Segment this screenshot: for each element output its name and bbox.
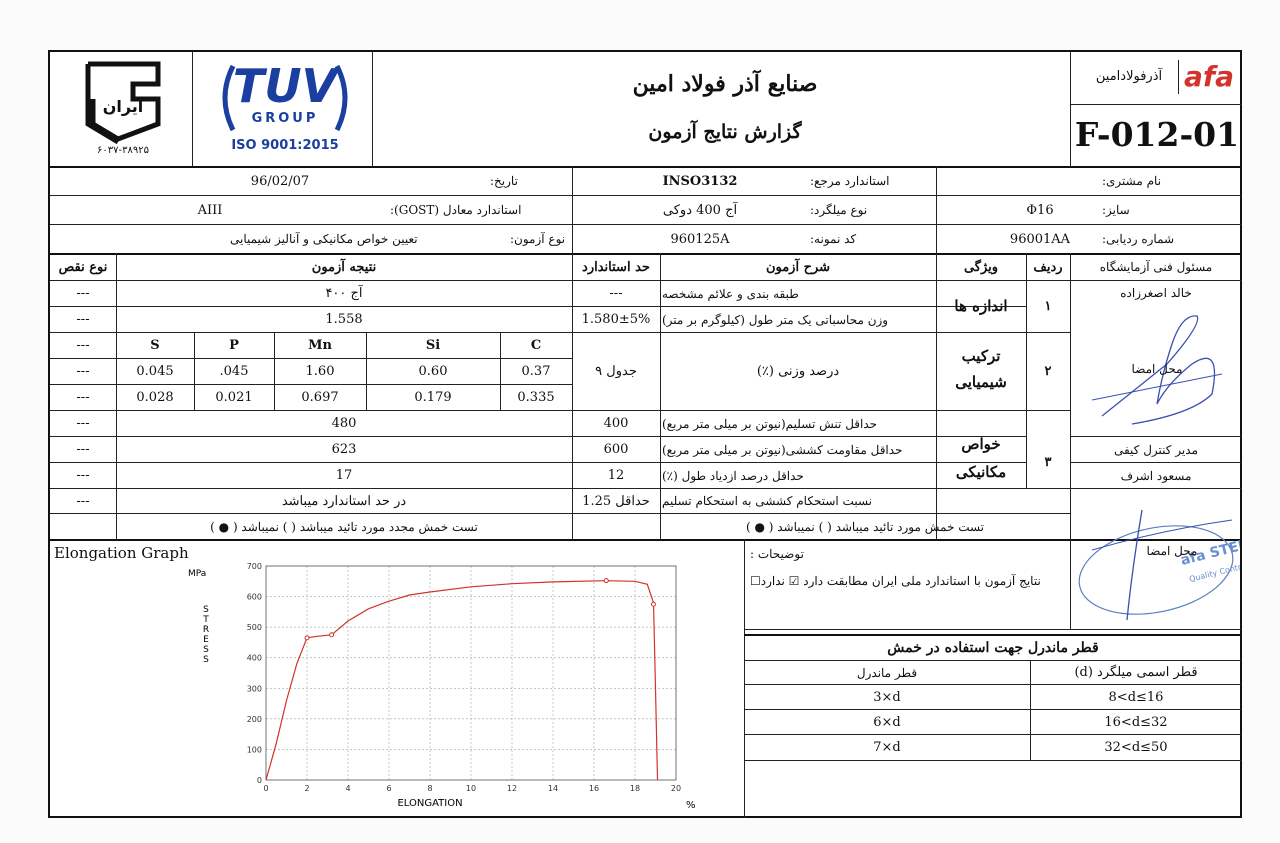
group-size-num: ۱	[1044, 298, 1052, 314]
group-chem-name: ترکیب شیمیایی	[955, 347, 1007, 391]
mech-row4-defect: ---	[76, 493, 90, 509]
data-point-3	[651, 602, 655, 606]
chem-element-si: Si	[425, 338, 441, 353]
chem-defect-3: ---	[76, 390, 90, 405]
mech-row2-defect: ---	[76, 442, 90, 457]
date-label: تاریخ:	[490, 174, 518, 188]
mech-row1-result: 480	[331, 416, 357, 431]
x-tick-label-4: 8	[427, 784, 433, 793]
chart-grid	[266, 566, 676, 780]
y-axis-label-char-3: E	[203, 635, 209, 645]
chem-defect-1: ---	[76, 338, 90, 353]
size-label: سایز:	[1102, 203, 1130, 217]
x-tick-label-9: 18	[629, 784, 641, 793]
qc-manager-title: مدیر کنترل کیفی	[1113, 442, 1199, 457]
size-row2-desc: وزن محاسباتی یک متر طول (کیلوگرم بر متر)	[662, 312, 889, 327]
size-row1-defect: ---	[76, 286, 90, 301]
form-code: F-012-01	[1074, 114, 1240, 154]
svg-text:Quality Control: Quality Control	[1188, 560, 1240, 584]
rebar-type-value: آج 400 دوکی	[662, 202, 738, 218]
svg-text:afa STEEL: afa STEEL	[1179, 534, 1240, 569]
sample-code-value: 960125A	[670, 231, 730, 247]
x-tick-label-7: 14	[547, 784, 559, 793]
chem-element-s: S	[150, 338, 160, 353]
y-tick-label-0: 0	[256, 776, 262, 785]
mech-row2-result: 623	[331, 442, 357, 457]
mech-row4-desc: نسبت استحکام کششی به استحکام تسلیم	[662, 494, 872, 508]
col-desc-header: شرح آزمون	[765, 259, 831, 275]
company-name: صنایع آذر فولاد امین	[632, 71, 818, 97]
standard-code: ۶۰۳۷-۳۸۹۲۵	[97, 144, 149, 156]
notes-text: نتایج آزمون با استاندارد ملی ایران مطابقت دارد ☑ ندارد☐	[750, 574, 1041, 588]
lab-manager-name: خالد اصغرزاده	[1120, 286, 1192, 300]
group-size-name: اندازه ها	[954, 297, 1008, 315]
y-axis-label-char-4: S	[203, 645, 209, 655]
chart-markers	[305, 579, 655, 640]
tuv-text: TUV	[232, 59, 338, 113]
iso-cert: ISO 9001:2015	[231, 137, 339, 153]
signature-place-1: محل امضا	[1131, 362, 1183, 376]
mech-row1-desc: حداقل تنش تسلیم(نیوتن بر میلی متر مربع)	[662, 416, 878, 431]
chem-r1-mn: 1.60	[305, 364, 335, 379]
qc-manager-name: مسعود اشرف	[1120, 468, 1192, 483]
y-tick-label-6: 600	[246, 592, 262, 602]
x-tick-label-6: 12	[506, 784, 518, 793]
svg-text:ایران: ایران	[102, 97, 144, 116]
mandrel-r1-nominal: 8<d≤16	[1108, 689, 1164, 705]
mandrel-r2-nominal: 16<d≤32	[1104, 714, 1168, 730]
x-tick-label-1: 2	[304, 784, 310, 793]
chem-r1-s: 0.045	[136, 364, 174, 379]
tuv-group: GROUP	[251, 110, 319, 126]
mech-row2-std: 600	[603, 442, 629, 457]
mech-row3-defect: ---	[76, 468, 90, 483]
y-unit: MPa	[188, 569, 207, 579]
y-tick-label-2: 200	[246, 714, 262, 724]
lab-signature	[1072, 304, 1240, 436]
signature-place-2: محل امضا	[1146, 544, 1198, 558]
notes-title: توضیحات :	[750, 547, 804, 561]
chem-r1-c: 0.37	[521, 364, 551, 379]
afa-logo-text: afa	[1184, 59, 1234, 93]
tuv-ring-icon	[215, 58, 355, 138]
mech-row3-std: 12	[607, 468, 625, 483]
size-row1-std: ---	[609, 286, 623, 301]
afa-brand-logo	[1074, 52, 1240, 104]
mandrel-title: قطر ماندرل جهت استفاده در خمش	[887, 639, 1099, 656]
sample-code-label: کد نمونه:	[810, 232, 857, 246]
mech-row3-result: 17	[335, 468, 353, 483]
mech-row1-defect: ---	[76, 416, 90, 431]
data-point-1	[330, 633, 334, 637]
mandrel-col-nominal: قطر اسمی میلگرد (d)	[1074, 665, 1198, 680]
x-tick-label-2: 4	[345, 784, 351, 793]
x-axis-label: ELONGATION	[397, 798, 463, 809]
bend-test-status: تست خمش مورد تائید میباشد ( ) نمیباشد ( ● )	[745, 519, 985, 534]
size-value: Φ16	[1026, 202, 1054, 218]
qc-stamp	[1072, 490, 1240, 630]
mandrel-r3-mandrel: 7×d	[873, 740, 901, 755]
chem-r2-si: 0.179	[414, 390, 452, 405]
y-tick-label-1: 100	[246, 745, 262, 755]
mandrel-r2-mandrel: 6×d	[873, 714, 901, 730]
customer-value	[938, 167, 1102, 195]
chem-desc: درصد وزنی (٪)	[756, 364, 840, 379]
customer-label: نام مشتری:	[1102, 174, 1162, 188]
chem-r1-p: .045	[219, 364, 249, 379]
chem-element-p: P	[229, 338, 239, 353]
y-axis-label	[202, 605, 209, 665]
group-mech-name: خواص مکانیکی	[955, 435, 1007, 481]
col-result-header: نتیجه آزمون	[311, 259, 377, 275]
col-defect-header: نوع نقص	[58, 259, 108, 275]
size-row1-desc: طبقه بندی و علائم مشخصه	[662, 286, 799, 301]
chem-std: جدول ۹	[595, 364, 637, 379]
elongation-chart	[50, 540, 744, 818]
col-std-header: حد استاندارد	[582, 259, 650, 275]
mech-row1-std: 400	[603, 416, 629, 431]
chem-element-mn: Mn	[308, 338, 332, 353]
mandrel-r1-mandrel: 3×d	[873, 689, 901, 705]
report-sheet	[48, 50, 1242, 818]
chem-r2-mn: 0.697	[301, 390, 339, 405]
date-value: 96/02/07	[250, 173, 310, 189]
data-point-0	[305, 636, 309, 640]
group-mech-num: ۳	[1044, 454, 1052, 470]
test-type-value: تعیین خواص مکانیکی و آنالیز شیمیایی	[230, 232, 418, 246]
chem-r2-p: 0.021	[215, 390, 253, 405]
col-property-header: ویژگی	[963, 259, 999, 275]
report-title: گزارش نتایج آزمون	[648, 121, 802, 143]
x-unit: %	[686, 800, 696, 811]
rebar-type-label: نوع میلگرد:	[810, 203, 868, 217]
y-axis-label-char-2: R	[202, 625, 210, 635]
series-line	[266, 581, 658, 780]
gost-label: استاندارد معادل (GOST):	[390, 203, 522, 217]
y-axis-label-char-0: S	[203, 605, 209, 615]
y-tick-label-4: 400	[246, 653, 262, 663]
chem-r2-s: 0.028	[136, 390, 174, 405]
y-axis-label-char-1: T	[203, 615, 209, 625]
tracking-value: 96001AA	[1009, 231, 1071, 247]
y-tick-label-3: 300	[246, 684, 262, 694]
y-tick-label-5: 500	[246, 623, 262, 633]
mech-row2-desc: حداقل مقاومت کششی(نیوتن بر میلی متر مربع)	[662, 442, 903, 457]
x-tick-label-0: 0	[263, 784, 269, 793]
size-row2-defect: ---	[76, 312, 90, 327]
graph-title: Elongation Graph	[54, 544, 189, 562]
test-type-label: نوع آزمون:	[510, 232, 566, 246]
data-point-2	[604, 579, 608, 583]
y-tick-label-7: 700	[246, 562, 262, 571]
chem-defect-2: ---	[76, 364, 90, 379]
lab-manager-title: مسئول فنی آزمایشگاه	[1099, 260, 1213, 274]
x-tick-label-10: 20	[670, 784, 682, 793]
size-row2-std: 1.580±5%	[581, 312, 651, 327]
x-tick-label-3: 6	[386, 784, 392, 793]
tuv-logo	[195, 56, 375, 160]
ref-standard-value: INSO3132	[662, 173, 738, 189]
gost-value: AIII	[197, 202, 223, 218]
x-tick-label-5: 10	[465, 784, 477, 793]
iran-standard-logo	[58, 54, 188, 162]
group-chem-num: ۲	[1044, 363, 1052, 379]
mandrel-r3-nominal: 32<d≤50	[1104, 740, 1168, 755]
mech-row4-std: حداقل 1.25	[582, 493, 650, 509]
chem-element-c: C	[530, 338, 542, 353]
x-tick-label-8: 16	[588, 784, 600, 793]
brand-name: آذرفولادامین	[1095, 68, 1163, 84]
tracking-label: شماره ردیابی:	[1102, 232, 1175, 246]
mech-row4-result: در حد استاندارد میباشد	[281, 493, 407, 509]
chem-r2-c: 0.335	[517, 390, 555, 405]
bend-retest-status: تست خمش مجدد مورد تائید میباشد ( ) نمیباشد ( ● )	[210, 519, 478, 534]
size-row1-result: آج ۴۰۰	[325, 286, 363, 301]
size-row2-result: 1.558	[325, 312, 363, 327]
col-row-header: ردیف	[1033, 259, 1063, 275]
mandrel-col-diameter: قطر ماندرل	[856, 665, 918, 680]
y-axis-label-char-5: S	[203, 655, 209, 665]
mech-row3-desc: حداقل درصد ازدیاد طول (٪)	[662, 468, 804, 483]
ref-standard-label: استاندارد مرجع:	[810, 174, 890, 188]
chem-r1-si: 0.60	[418, 364, 448, 379]
